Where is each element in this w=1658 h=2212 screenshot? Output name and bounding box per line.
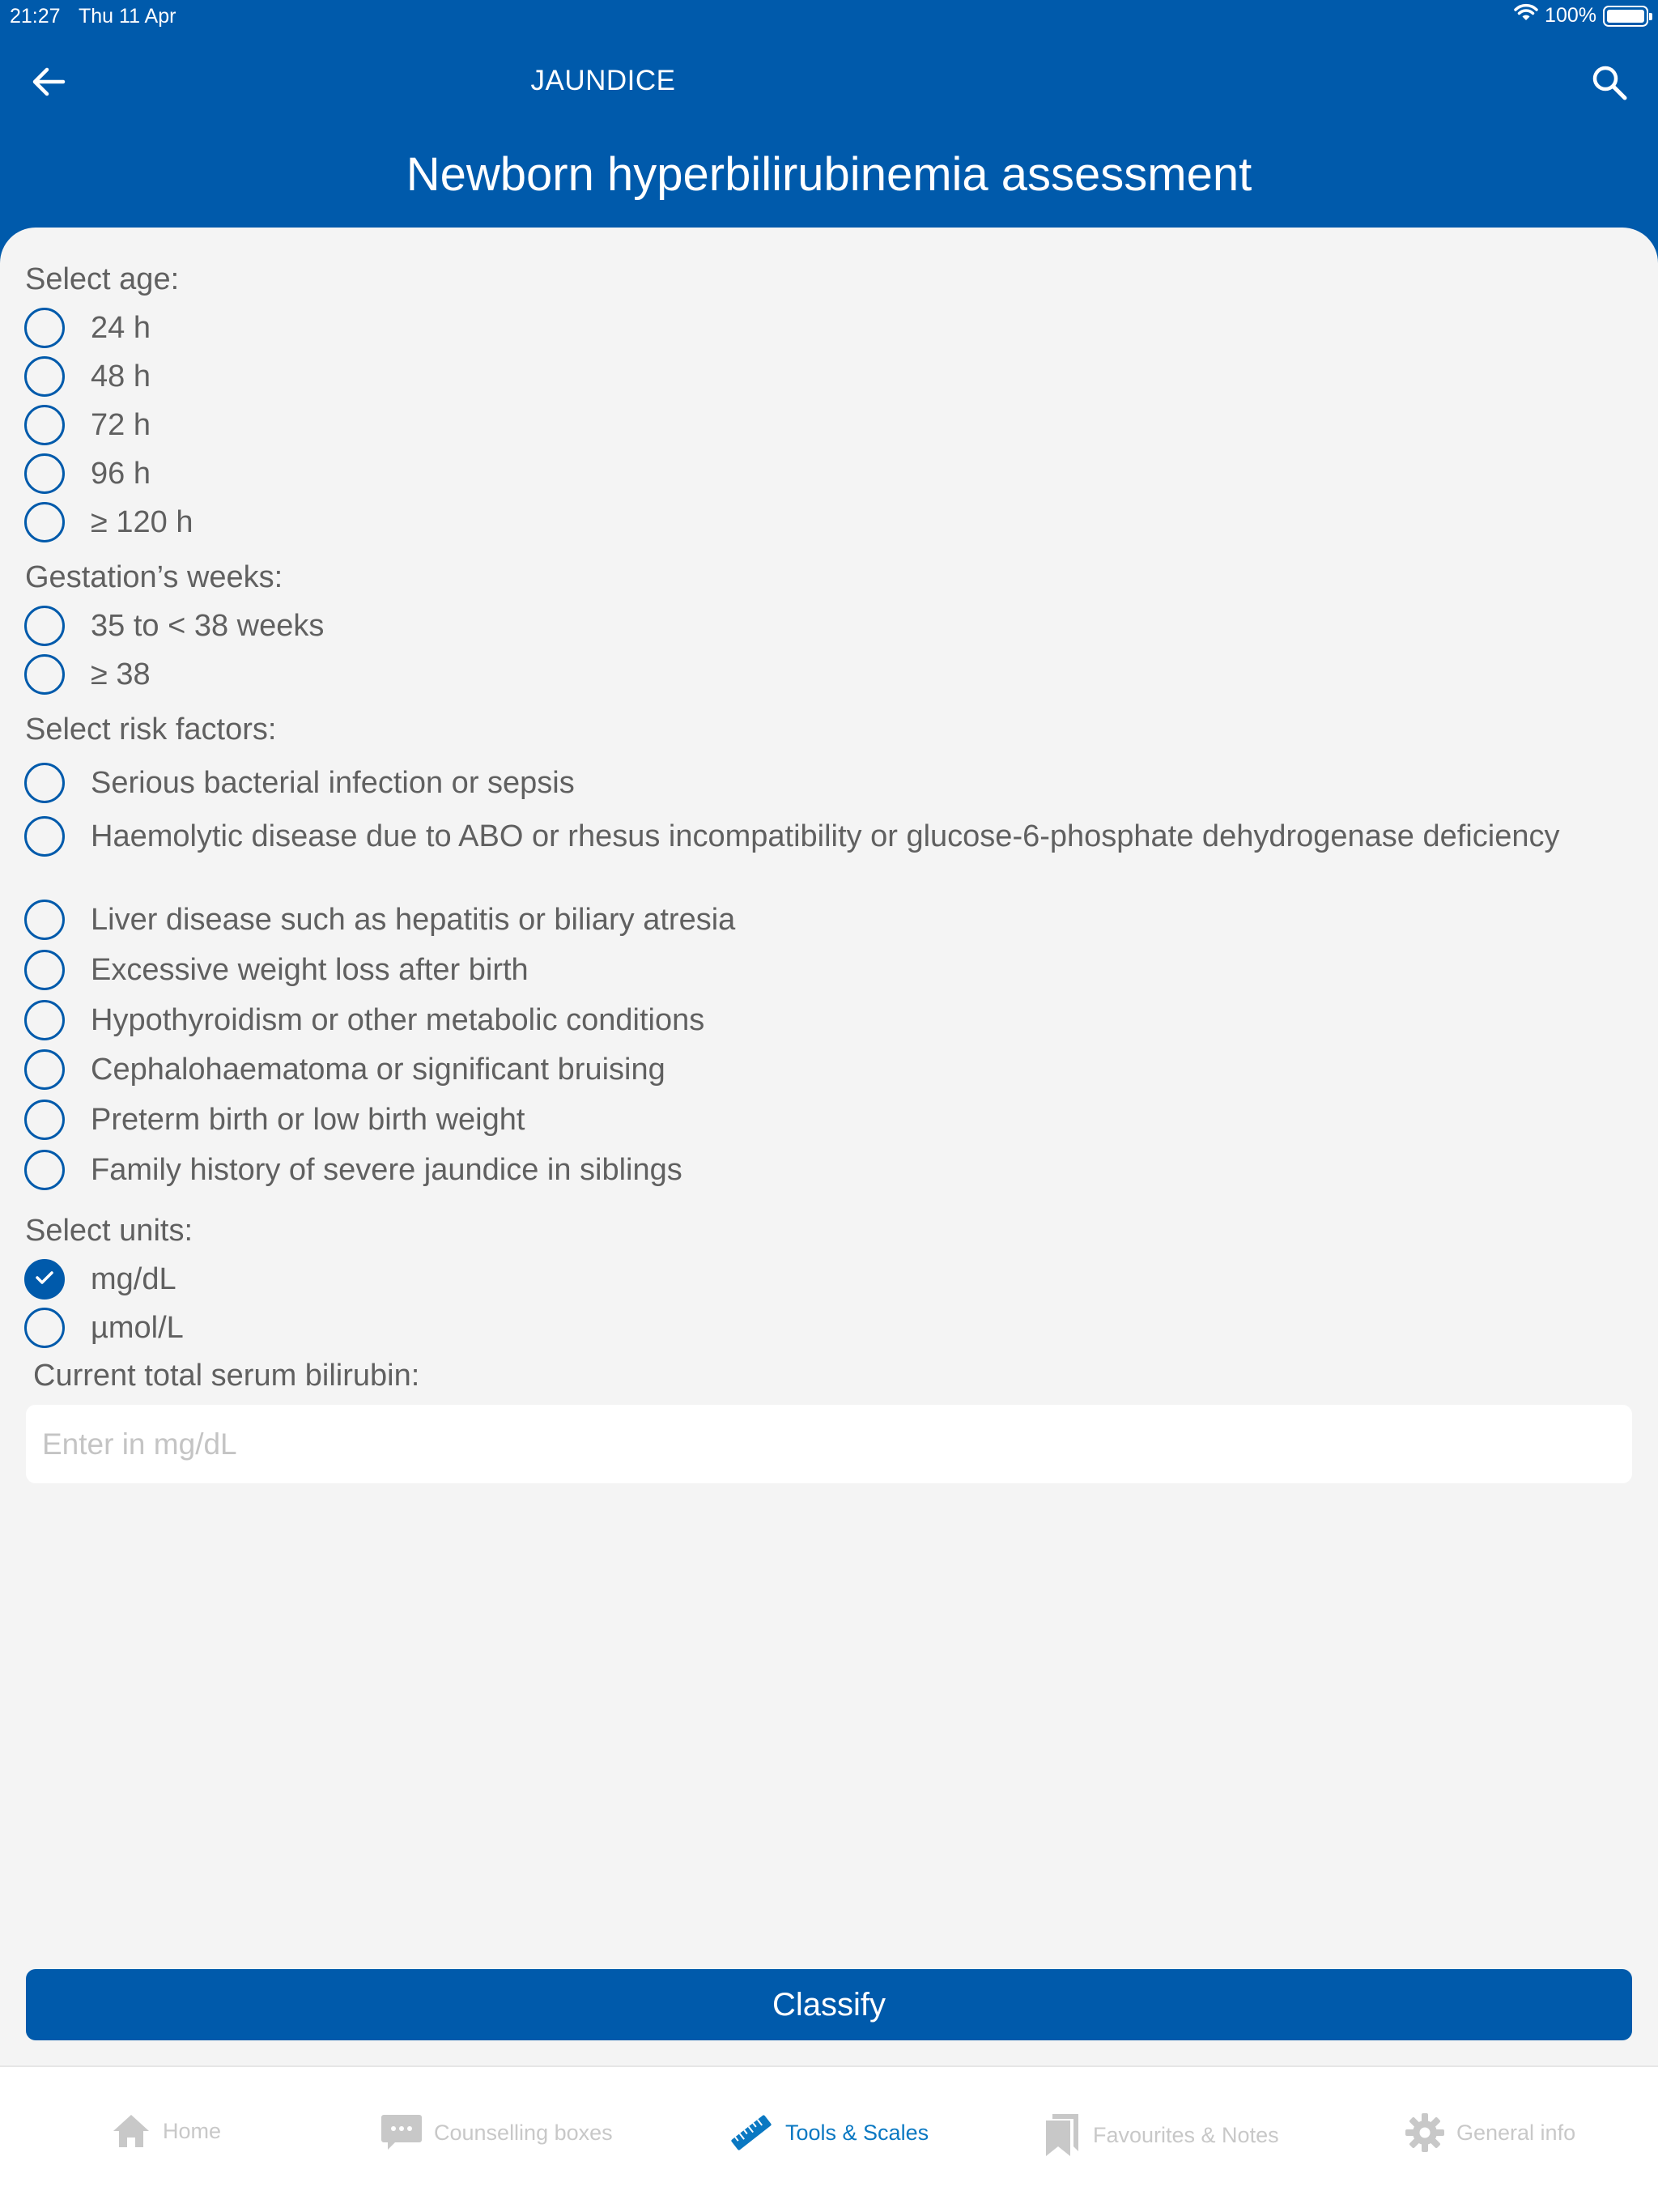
gestation-option-38[interactable] [24, 654, 151, 695]
tab-label: Tools & Scales [785, 2120, 929, 2145]
wifi-icon [1514, 3, 1538, 28]
radio-button[interactable] [24, 502, 65, 542]
units-option-mgdl[interactable] [24, 1259, 176, 1300]
radio-button[interactable] [24, 606, 65, 646]
page-title: Newborn hyperbilirubinemia assessment [406, 148, 1252, 201]
status-time: 21:27 [10, 5, 61, 28]
option-label: Preterm birth or low birth weight [91, 1103, 525, 1137]
radio-button[interactable] [24, 1049, 65, 1090]
status-indicators [1514, 3, 1648, 28]
age-option-96h[interactable] [24, 453, 151, 494]
section-title: JAUNDICE [530, 65, 676, 96]
option-label: ≥ 120 h [91, 505, 193, 539]
radio-button[interactable] [24, 1150, 65, 1190]
form-sheet [0, 228, 1658, 2065]
classify-button[interactable]: Classify [26, 1969, 1632, 2040]
risk-option-hypothyroidism[interactable] [24, 1000, 704, 1040]
option-label: 35 to < 38 weeks [91, 609, 325, 643]
tab-tools-scales[interactable] [729, 2112, 929, 2153]
age-option-48h[interactable] [24, 356, 151, 397]
search-icon [1590, 63, 1629, 106]
gestation-label: Gestation’s weeks: [25, 560, 283, 594]
battery-icon [1603, 6, 1648, 27]
home-icon [111, 2112, 151, 2150]
radio-button[interactable] [24, 950, 65, 990]
option-label: Hypothyroidism or other metabolic conditions [91, 1003, 705, 1037]
tab-label: General info [1456, 2120, 1576, 2145]
bilirubin-input[interactable] [26, 1405, 1632, 1483]
radio-button[interactable] [24, 1308, 65, 1348]
option-label: ≥ 38 [91, 657, 151, 691]
radio-button[interactable] [24, 308, 65, 348]
radio-button[interactable] [24, 900, 65, 940]
tab-favourites-notes[interactable] [1043, 2112, 1279, 2158]
option-label: 96 h [91, 457, 151, 491]
age-option-72h[interactable] [24, 405, 151, 445]
units-option-umoll[interactable] [24, 1308, 184, 1348]
radio-button[interactable] [24, 1100, 65, 1140]
option-label: Serious bacterial infection or sepsis [91, 766, 575, 800]
option-label: µmol/L [91, 1311, 184, 1345]
gestation-option-35-38[interactable] [24, 606, 324, 646]
tab-bar [0, 2065, 1658, 2212]
risk-option-cephalohaematoma[interactable] [24, 1049, 665, 1090]
bilirubin-label: Current total serum bilirubin: [33, 1359, 420, 1393]
chat-bubble-icon [380, 2112, 423, 2153]
option-label: Excessive weight loss after birth [91, 953, 529, 987]
radio-button[interactable] [24, 356, 65, 397]
risk-option-family-history[interactable] [24, 1150, 682, 1190]
units-label: Select units: [25, 1214, 193, 1248]
header [0, 32, 1658, 227]
radio-button[interactable] [24, 654, 65, 695]
status-date: Thu 11 Apr [79, 5, 176, 28]
risk-option-haemolytic[interactable] [24, 816, 1629, 857]
radio-button[interactable] [24, 816, 65, 857]
risk-option-weight-loss[interactable] [24, 950, 529, 990]
radio-button[interactable] [24, 763, 65, 803]
option-label: 48 h [91, 359, 151, 393]
risk-option-liver[interactable] [24, 900, 735, 940]
age-option-24h[interactable] [24, 308, 151, 348]
radio-button[interactable] [24, 405, 65, 445]
option-label: Liver disease such as hepatitis or biliary atresia [91, 903, 736, 937]
radio-button[interactable] [24, 1000, 65, 1040]
tab-label: Favourites & Notes [1093, 2122, 1279, 2147]
risk-option-preterm[interactable] [24, 1100, 525, 1140]
gear-icon [1405, 2112, 1445, 2153]
checkmark-icon [35, 1270, 54, 1290]
tab-counselling-boxes[interactable] [380, 2112, 613, 2153]
risk-factors-label: Select risk factors: [25, 713, 277, 747]
battery-percent: 100% [1545, 4, 1596, 27]
radio-button[interactable] [24, 453, 65, 494]
search-button[interactable] [1585, 60, 1634, 108]
status-bar [0, 0, 1658, 32]
age-label: Select age: [25, 262, 180, 296]
tab-home[interactable] [111, 2112, 221, 2150]
tab-general-info[interactable] [1405, 2112, 1575, 2153]
bookmark-icon [1043, 2112, 1082, 2158]
option-label: Haemolytic disease due to ABO or rhesus incompatibility or glucose-6-phosphate dehydrogenase deficiency [91, 819, 1560, 853]
option-label: Cephalohaematoma or significant bruising [91, 1053, 665, 1087]
tab-label: Counselling boxes [434, 2120, 613, 2145]
radio-button-checked[interactable] [24, 1259, 65, 1300]
risk-option-sepsis[interactable] [24, 763, 575, 803]
option-label: 72 h [91, 408, 151, 442]
tab-label: Home [163, 2118, 222, 2143]
option-label: mg/dL [91, 1262, 176, 1296]
age-option-120h[interactable] [24, 502, 193, 542]
ruler-icon [729, 2112, 774, 2153]
option-label: Family history of severe jaundice in siblings [91, 1153, 682, 1187]
option-label: 24 h [91, 311, 151, 345]
